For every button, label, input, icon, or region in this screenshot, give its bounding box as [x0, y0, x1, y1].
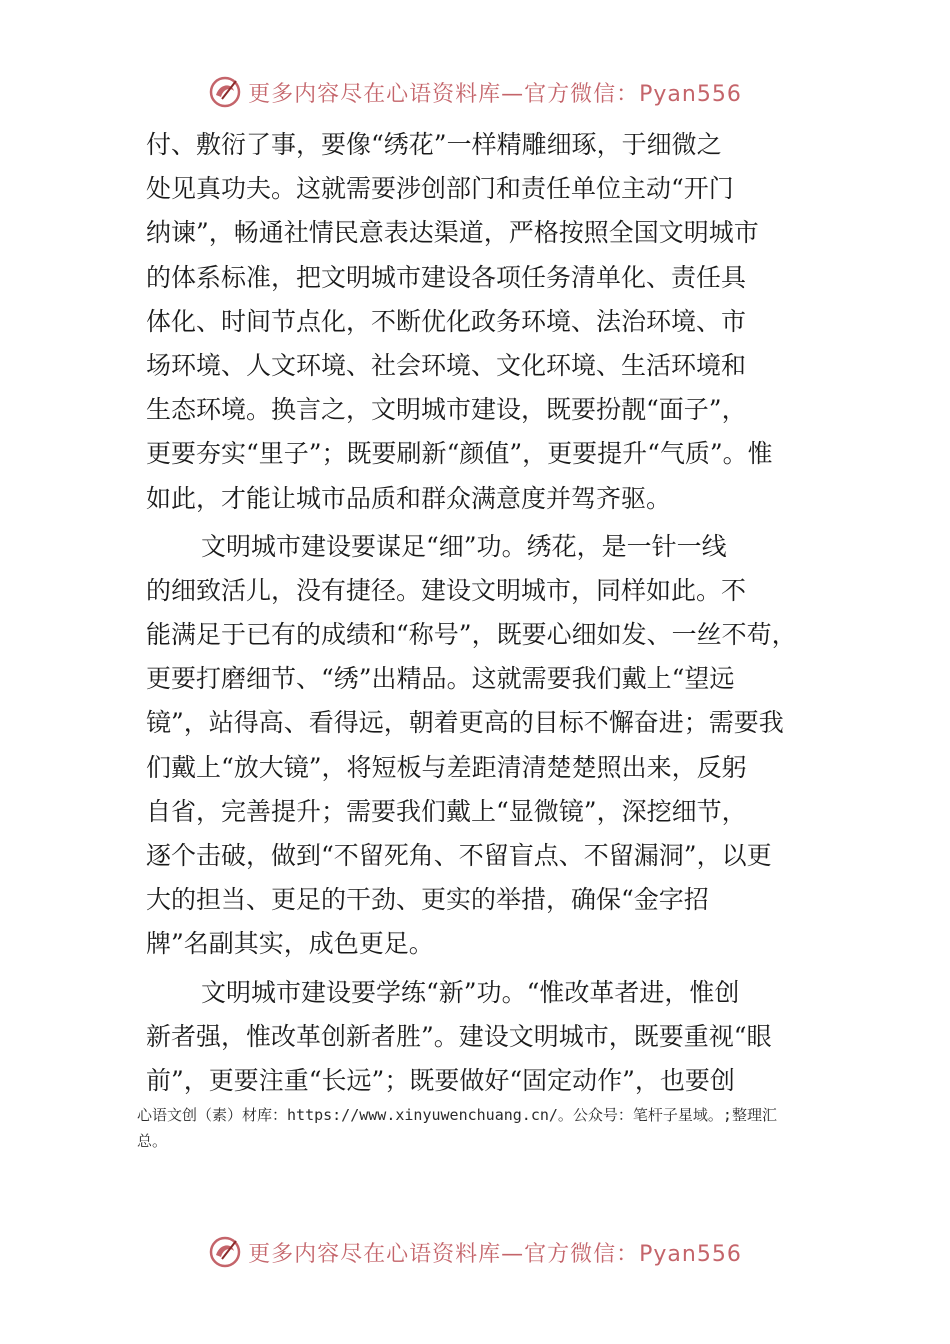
text-line: 的体系标准，把文明城市建设各项任务清单化、责任具 [146, 262, 747, 292]
banner-text: 更多内容尽在心语资料库—官方微信：Pyan556 [248, 1241, 742, 1267]
text-line: 如此，才能让城市品质和群众满意度并驾齐驱。 [146, 483, 672, 513]
bottom-banner [0, 1232, 950, 1272]
swirl-logo-icon [208, 1235, 242, 1269]
text-line: 场环境、人文环境、社会环境、文化环境、生活环境和 [146, 350, 747, 380]
top-banner [0, 72, 950, 112]
article-body [146, 123, 846, 1103]
banner-text: 更多内容尽在心语资料库—官方微信：Pyan556 [248, 81, 742, 107]
text-line: 文明城市建设要学练“新”功。“惟改革者进，惟创 [201, 977, 740, 1007]
footer-note [137, 1102, 837, 1154]
swirl-logo-icon [208, 75, 242, 109]
text-line: 纳谏”，畅通社情民意表达渠道，严格按照全国文明城市 [146, 218, 759, 248]
text-line: 前”，更要注重“长远”；既要做好“固定动作”，也要创 [146, 1065, 735, 1095]
text-line: 大的担当、更足的干劲、更实的举措，确保“金字招 [146, 885, 709, 915]
text-line: 付、敷衍了事，要像“绣花”一样精雕细琢，于细微之 [146, 130, 722, 159]
footer-note-line: 心语文创（素）材库：https://www.xinyuwenchuang.cn/。公众号：笔杆子星域。;整理汇 [137, 1106, 777, 1124]
text-line: 的细致活儿，没有捷径。建设文明城市，同样如此。不 [146, 575, 747, 605]
text-line: 牌”名副其实，成色更足。 [146, 929, 434, 959]
text-line: 镜”，站得高、看得远，朝着更高的目标不懈奋进；需要我 [146, 708, 784, 738]
text-line: 生态环境。换言之，文明城市建设，既要扮靓“面子”， [146, 395, 747, 425]
text-line: 更要夯实“里子”；既要刷新“颜值”，更要提升“气质”。惟 [146, 439, 773, 469]
text-line: 新者强，惟改革创新者胜”。建设文明城市，既要重视“眼 [146, 1021, 772, 1051]
text-line: 逐个击破，做到“不留死角、不留盲点、不留漏洞”，以更 [146, 841, 772, 870]
text-line: 自省，完善提升；需要我们戴上“显微镜”，深挖细节， [146, 796, 747, 826]
text-line: 能满足于已有的成绩和“称号”，既要心细如发、一丝不苟， [146, 620, 797, 650]
text-line: 更要打磨细节、“绣”出精品。这就需要我们戴上“望远 [146, 664, 735, 694]
text-line: 体化、时间节点化，不断优化政务环境、法治环境、市 [146, 306, 747, 336]
text-line: 文明城市建设要谋足“细”功。绣花，是一针一线 [201, 531, 727, 561]
text-line: 们戴上“放大镜”，将短板与差距清清楚楚照出来，反躬 [146, 752, 747, 782]
footer-note-line: 总。 [137, 1132, 168, 1150]
text-line: 处见真功夫。这就需要涉创部门和责任单位主动“开门 [146, 174, 734, 204]
